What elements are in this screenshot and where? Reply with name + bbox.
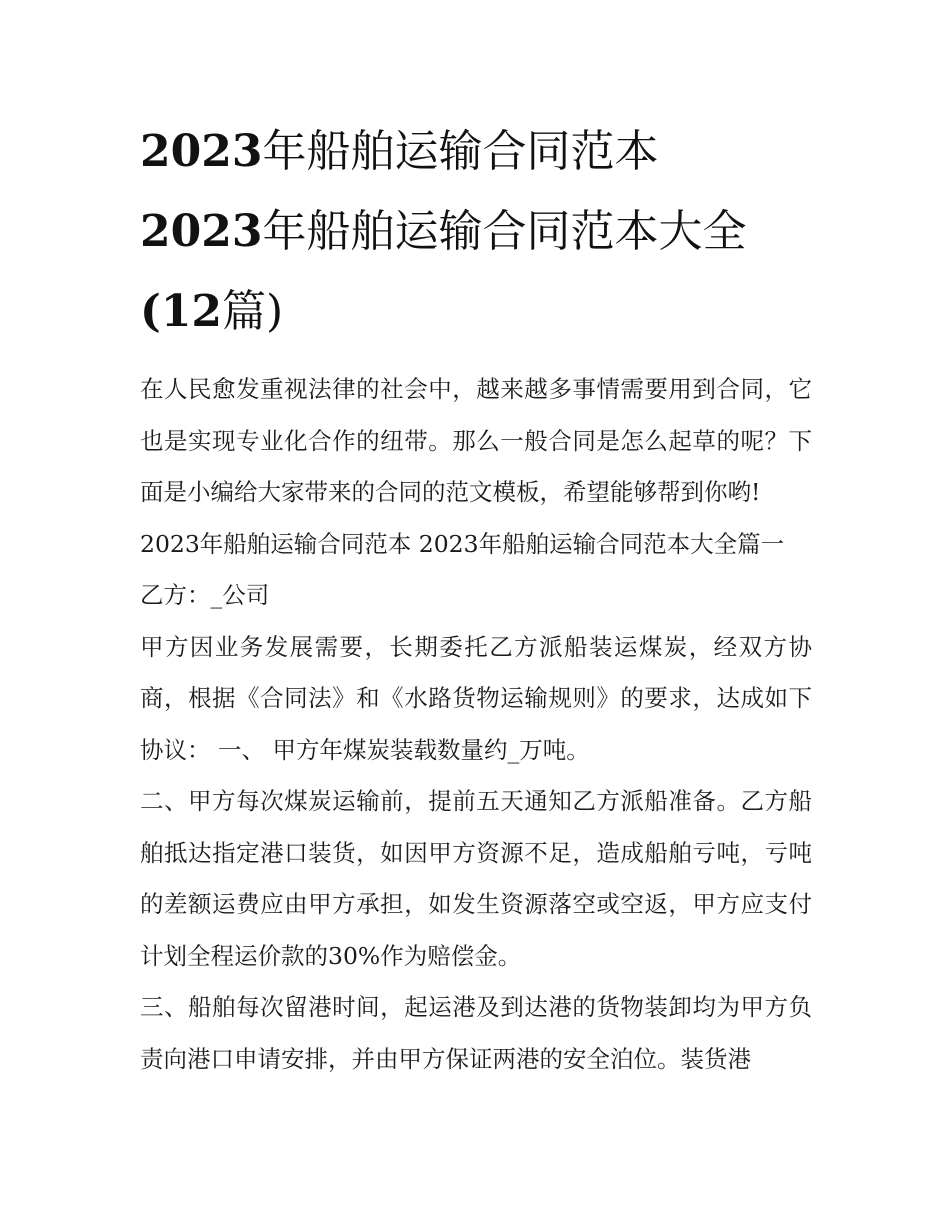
clause-two-paragraph: 二、甲方每次煤炭运输前，提前五天通知乙方派船准备。乙方船舶抵达指定港口装货，如因甲方资源不足，造成船舶亏吨，亏吨的差额运费应由甲方承担，如发生资源落空或空返，甲方应支付计划全程运价款的30%作为赔偿金。 <box>140 787 812 970</box>
title-line-2-number: 2023 <box>140 206 263 257</box>
intro-paragraph: 在人民愈发重视法律的社会中，越来越多事情需要用到合同，它也是实现专业化合作的纽带。那么一般合同是怎么起草的呢？下面是小编给大家带来的合同的范文模板，希望能够帮到你哟! <box>140 375 812 506</box>
party-b-line: 乙方：_公司 <box>140 581 270 609</box>
document-content <box>140 112 812 1085</box>
title-line-2-text: 年船舶运输合同范本大全 <box>262 206 747 257</box>
title-line-3 <box>140 272 812 352</box>
title-line-3-text: 篇) <box>222 286 284 337</box>
title-line-2 <box>140 192 812 272</box>
document-body <box>140 364 812 1085</box>
title-line-3-number: (12 <box>140 286 223 337</box>
section-heading: 2023年船舶运输合同范本 2023年船舶运输合同范本大全篇一 <box>140 529 785 558</box>
document-title <box>140 112 812 352</box>
title-line-1-text: 年船舶运输合同范本 <box>262 126 659 177</box>
clause-three-paragraph: 三、船舶每次留港时间，起运港及到达港的货物装卸均为甲方负责向港口申请安排，并由甲方保证两港的安全泊位。装货港 <box>140 993 812 1073</box>
title-line-1-number: 2023 <box>140 126 263 177</box>
title-line-1 <box>140 112 812 192</box>
agreement-paragraph: 甲方因业务发展需要，长期委托乙方派船装运煤炭，经双方协商，根据《合同法》和《水路货物运输规则》的要求，达成如下协议： 一、 甲方年煤炭装载数量约_万吨。 <box>140 632 812 764</box>
